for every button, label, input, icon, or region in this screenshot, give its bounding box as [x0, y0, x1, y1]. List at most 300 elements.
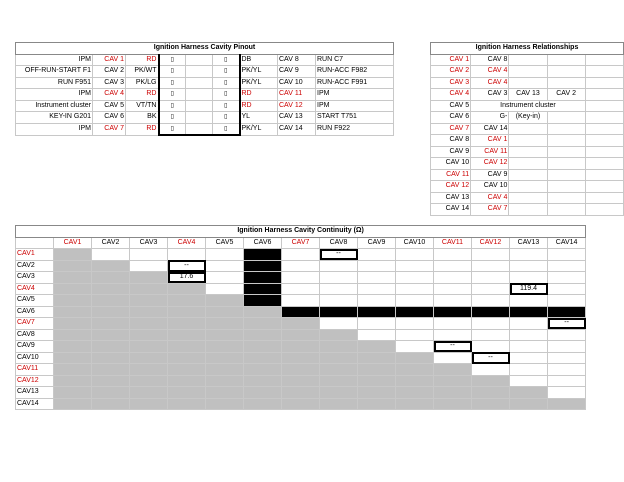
continuity-cell — [168, 329, 206, 341]
continuity-cell — [168, 387, 206, 399]
right-wire-color: PK/YL — [240, 77, 278, 89]
continuity-cell — [130, 352, 168, 364]
continuity-cell — [54, 352, 92, 364]
row-header: CAV1 — [16, 249, 54, 261]
continuity-cell — [244, 329, 282, 341]
right-circuit: RUN-ACC F991 — [316, 77, 394, 89]
relationship-row — [431, 77, 624, 89]
continuity-cell — [472, 387, 510, 399]
continuity-cell — [358, 260, 396, 272]
continuity-cell — [54, 329, 92, 341]
continuity-cell — [168, 364, 206, 376]
continuity-cell — [434, 375, 472, 387]
continuity-cell — [168, 352, 206, 364]
continuity-cell — [282, 249, 320, 261]
continuity-cell — [244, 375, 282, 387]
continuity-cell — [168, 295, 206, 307]
continuity-cell — [510, 295, 548, 307]
relationship-extra — [509, 146, 547, 158]
continuity-cell — [510, 352, 548, 364]
relationships-title: Ignition Harness Relationships — [431, 43, 624, 55]
continuity-cell — [206, 375, 244, 387]
right-cavity: CAV 14 — [278, 123, 316, 135]
left-wire-color: RD — [126, 89, 159, 101]
continuity-value: 119.4 — [510, 283, 548, 295]
continuity-cell — [92, 306, 130, 318]
continuity-cell — [92, 329, 130, 341]
right-cavity: CAV 9 — [278, 66, 316, 78]
continuity-cell — [396, 283, 434, 295]
continuity-cell — [358, 387, 396, 399]
continuity-cell — [434, 260, 472, 272]
continuity-value: -- — [320, 249, 358, 261]
continuity-cell — [548, 352, 586, 364]
continuity-table — [15, 225, 586, 410]
row-header: CAV11 — [16, 364, 54, 376]
pinout-row — [16, 66, 394, 78]
continuity-row — [16, 329, 586, 341]
relationship-extra — [547, 135, 585, 147]
continuity-cell — [548, 341, 586, 353]
continuity-cell — [54, 387, 92, 399]
continuity-cell — [282, 341, 320, 353]
right-circuit: START T751 — [316, 112, 394, 124]
relationship-source: CAV 1 — [431, 54, 471, 66]
relationship-extra: CAV 2 — [547, 89, 585, 101]
column-header: CAV3 — [130, 237, 168, 249]
left-circuit: Instrument cluster — [16, 100, 93, 112]
continuity-cell — [130, 272, 168, 284]
continuity-cell — [130, 283, 168, 295]
relationship-extra — [509, 54, 547, 66]
row-header: CAV12 — [16, 375, 54, 387]
relationship-extra — [547, 112, 585, 124]
connector-pin-left: ▯ — [159, 123, 186, 135]
left-wire-color: RD — [126, 54, 159, 66]
corner-cell — [16, 237, 54, 249]
continuity-cell — [92, 318, 130, 330]
continuity-cell — [282, 352, 320, 364]
continuity-cell — [510, 341, 548, 353]
continuity-cell — [510, 249, 548, 261]
continuity-cell — [510, 364, 548, 376]
relationship-extra — [547, 204, 585, 216]
left-wire-color: BK — [126, 112, 159, 124]
row-header: CAV3 — [16, 272, 54, 284]
continuity-cell — [244, 387, 282, 399]
continuity-cell — [320, 272, 358, 284]
relationship-target: CAV 14 — [471, 123, 509, 135]
relationship-target: CAV 3 — [471, 89, 509, 101]
continuity-cell — [282, 283, 320, 295]
connector-gap — [186, 89, 213, 101]
right-wire-color: RD — [240, 100, 278, 112]
relationship-extra — [547, 192, 585, 204]
continuity-cell — [206, 283, 244, 295]
continuity-cell — [396, 364, 434, 376]
continuity-cell — [282, 318, 320, 330]
relationship-source: CAV 8 — [431, 135, 471, 147]
continuity-cell — [358, 295, 396, 307]
continuity-cell — [472, 249, 510, 261]
relationship-extra — [509, 192, 547, 204]
continuity-cell — [358, 318, 396, 330]
continuity-cell — [548, 364, 586, 376]
row-header: CAV14 — [16, 398, 54, 410]
continuity-cell — [358, 249, 396, 261]
relationship-blank — [585, 112, 623, 124]
column-header: CAV5 — [206, 237, 244, 249]
continuity-cell — [358, 398, 396, 410]
continuity-cell — [168, 341, 206, 353]
connector-gap — [186, 54, 213, 66]
left-circuit: IPM — [16, 54, 93, 66]
continuity-cell — [92, 341, 130, 353]
relationship-extra — [547, 123, 585, 135]
continuity-cell — [244, 364, 282, 376]
right-wire-color: DB — [240, 54, 278, 66]
continuity-cell — [358, 352, 396, 364]
continuity-cell — [130, 387, 168, 399]
continuity-cell — [130, 306, 168, 318]
relationship-source: CAV 11 — [431, 169, 471, 181]
continuity-cell — [244, 341, 282, 353]
right-wire-color: RD — [240, 89, 278, 101]
relationship-source: CAV 2 — [431, 66, 471, 78]
continuity-cell — [282, 329, 320, 341]
continuity-cell — [92, 398, 130, 410]
continuity-row — [16, 364, 586, 376]
connector-pin-left: ▯ — [159, 54, 186, 66]
relationship-blank — [585, 135, 623, 147]
right-cavity: CAV 11 — [278, 89, 316, 101]
connector-pin-left: ▯ — [159, 112, 186, 124]
continuity-cell — [320, 341, 358, 353]
continuity-cell — [282, 306, 320, 318]
continuity-cell — [358, 283, 396, 295]
continuity-cell — [548, 283, 586, 295]
left-circuit: IPM — [16, 89, 93, 101]
left-circuit: RUN F951 — [16, 77, 93, 89]
continuity-row — [16, 398, 586, 410]
continuity-cell — [510, 375, 548, 387]
continuity-cell — [548, 260, 586, 272]
continuity-cell — [54, 375, 92, 387]
right-cavity: CAV 13 — [278, 112, 316, 124]
column-header: CAV7 — [282, 237, 320, 249]
continuity-cell — [320, 352, 358, 364]
continuity-cell — [92, 260, 130, 272]
left-cavity: CAV 2 — [93, 66, 126, 78]
continuity-cell — [168, 375, 206, 387]
relationship-blank — [585, 158, 623, 170]
continuity-cell — [206, 341, 244, 353]
connector-pin-right: ▯ — [213, 100, 240, 112]
continuity-cell — [434, 387, 472, 399]
relationship-blank — [585, 77, 623, 89]
continuity-cell — [548, 387, 586, 399]
relationship-extra — [547, 146, 585, 158]
continuity-cell — [168, 283, 206, 295]
continuity-value: -- — [434, 341, 472, 353]
continuity-cell — [320, 318, 358, 330]
relationship-source: CAV 13 — [431, 192, 471, 204]
continuity-cell — [206, 260, 244, 272]
relationship-target: CAV 4 — [471, 66, 509, 78]
connector-gap — [186, 66, 213, 78]
continuity-cell — [472, 364, 510, 376]
right-circuit: RUN F922 — [316, 123, 394, 135]
continuity-cell — [54, 364, 92, 376]
continuity-cell — [472, 341, 510, 353]
continuity-cell — [54, 398, 92, 410]
continuity-cell — [54, 283, 92, 295]
pinout-row — [16, 77, 394, 89]
relationship-extra — [547, 158, 585, 170]
relationship-row — [431, 192, 624, 204]
continuity-cell — [130, 398, 168, 410]
continuity-cell — [434, 283, 472, 295]
column-header: CAV14 — [548, 237, 586, 249]
continuity-cell — [472, 260, 510, 272]
left-wire-color: PK/WT — [126, 66, 159, 78]
continuity-row — [16, 295, 586, 307]
relationship-row — [431, 169, 624, 181]
continuity-cell — [396, 329, 434, 341]
row-header: CAV9 — [16, 341, 54, 353]
continuity-cell — [92, 249, 130, 261]
continuity-cell — [358, 375, 396, 387]
continuity-cell — [282, 398, 320, 410]
continuity-value: -- — [472, 352, 510, 364]
continuity-cell — [206, 398, 244, 410]
continuity-cell — [472, 398, 510, 410]
relationship-extra — [509, 204, 547, 216]
continuity-cell — [510, 272, 548, 284]
relationship-row — [431, 54, 624, 66]
column-header: CAV2 — [92, 237, 130, 249]
continuity-cell — [548, 306, 586, 318]
continuity-cell — [206, 352, 244, 364]
pinout-row — [16, 54, 394, 66]
continuity-cell — [548, 329, 586, 341]
continuity-cell — [206, 364, 244, 376]
relationship-extra — [547, 66, 585, 78]
continuity-cell — [130, 364, 168, 376]
relationship-target: CAV 8 — [471, 54, 509, 66]
relationship-target: CAV 12 — [471, 158, 509, 170]
continuity-cell — [92, 375, 130, 387]
continuity-cell — [54, 295, 92, 307]
relationship-extra — [547, 169, 585, 181]
right-cavity: CAV 8 — [278, 54, 316, 66]
continuity-cell — [130, 341, 168, 353]
continuity-cell — [472, 375, 510, 387]
column-header: CAV1 — [54, 237, 92, 249]
left-cavity: CAV 7 — [93, 123, 126, 135]
continuity-cell — [396, 306, 434, 318]
continuity-cell — [92, 295, 130, 307]
connector-pin-right: ▯ — [213, 112, 240, 124]
continuity-cell — [358, 306, 396, 318]
relationship-row — [431, 158, 624, 170]
relationship-blank — [585, 146, 623, 158]
continuity-cell — [320, 398, 358, 410]
continuity-cell — [282, 272, 320, 284]
left-cavity: CAV 3 — [93, 77, 126, 89]
relationship-blank — [585, 181, 623, 193]
continuity-cell — [244, 352, 282, 364]
continuity-cell — [320, 295, 358, 307]
continuity-cell — [548, 249, 586, 261]
relationship-row — [431, 146, 624, 158]
connector-pin-left: ▯ — [159, 89, 186, 101]
continuity-cell — [244, 318, 282, 330]
relationship-row — [431, 204, 624, 216]
right-circuit: RUN-ACC F982 — [316, 66, 394, 78]
continuity-cell — [282, 260, 320, 272]
continuity-cell — [320, 387, 358, 399]
continuity-cell — [548, 272, 586, 284]
continuity-cell — [434, 272, 472, 284]
continuity-cell — [396, 341, 434, 353]
continuity-row — [16, 272, 586, 284]
connector-gap — [186, 112, 213, 124]
continuity-cell — [244, 260, 282, 272]
continuity-cell — [130, 329, 168, 341]
pinout-row — [16, 100, 394, 112]
right-wire-color: YL — [240, 112, 278, 124]
continuity-cell — [396, 295, 434, 307]
continuity-cell — [168, 398, 206, 410]
relationship-source: CAV 5 — [431, 100, 471, 112]
right-cavity: CAV 12 — [278, 100, 316, 112]
relationship-blank — [585, 54, 623, 66]
continuity-cell — [548, 398, 586, 410]
relationship-target: CAV 9 — [471, 169, 509, 181]
right-wire-color: PK/YL — [240, 66, 278, 78]
continuity-cell — [396, 387, 434, 399]
column-header: CAV6 — [244, 237, 282, 249]
continuity-cell — [92, 283, 130, 295]
continuity-cell — [548, 295, 586, 307]
connector-pin-right: ▯ — [213, 123, 240, 135]
column-header: CAV8 — [320, 237, 358, 249]
relationship-row — [431, 123, 624, 135]
connector-pin-right: ▯ — [213, 89, 240, 101]
connector-gap — [186, 123, 213, 135]
continuity-cell — [54, 341, 92, 353]
relationship-extra — [509, 66, 547, 78]
column-header: CAV10 — [396, 237, 434, 249]
relationship-target: Instrument cluster — [471, 100, 586, 112]
row-header: CAV6 — [16, 306, 54, 318]
connector-gap — [186, 100, 213, 112]
continuity-cell — [358, 272, 396, 284]
continuity-row — [16, 318, 586, 330]
relationship-blank — [585, 123, 623, 135]
continuity-cell — [434, 329, 472, 341]
right-wire-color: PK/YL — [240, 123, 278, 135]
relationship-target: CAV 11 — [471, 146, 509, 158]
column-header: CAV13 — [510, 237, 548, 249]
connector-pin-right: ▯ — [213, 77, 240, 89]
continuity-cell — [130, 249, 168, 261]
continuity-cell — [472, 283, 510, 295]
relationship-blank — [585, 89, 623, 101]
continuity-cell — [282, 375, 320, 387]
relationships-table — [430, 42, 624, 216]
continuity-cell — [54, 318, 92, 330]
left-cavity: CAV 5 — [93, 100, 126, 112]
relationship-source: CAV 14 — [431, 204, 471, 216]
continuity-cell — [130, 295, 168, 307]
relationship-row — [431, 66, 624, 78]
continuity-row — [16, 352, 586, 364]
cavity-pinout-table — [15, 42, 394, 136]
relationship-extra — [547, 54, 585, 66]
continuity-cell — [472, 329, 510, 341]
relationship-row — [431, 181, 624, 193]
continuity-cell — [244, 398, 282, 410]
right-circuit: IPM — [316, 89, 394, 101]
continuity-cell — [434, 318, 472, 330]
row-header: CAV5 — [16, 295, 54, 307]
connector-pin-left: ▯ — [159, 66, 186, 78]
continuity-cell — [320, 329, 358, 341]
relationship-target: CAV 4 — [471, 192, 509, 204]
continuity-cell — [396, 249, 434, 261]
continuity-title: Ignition Harness Cavity Continuity (Ω) — [16, 226, 586, 238]
continuity-cell — [54, 260, 92, 272]
relationship-extra — [547, 181, 585, 193]
continuity-cell — [282, 364, 320, 376]
continuity-cell — [244, 295, 282, 307]
relationship-blank — [585, 204, 623, 216]
left-cavity: CAV 4 — [93, 89, 126, 101]
continuity-cell — [282, 295, 320, 307]
relationship-source: CAV 10 — [431, 158, 471, 170]
right-cavity: CAV 10 — [278, 77, 316, 89]
continuity-cell — [54, 306, 92, 318]
relationship-blank — [585, 66, 623, 78]
continuity-cell — [434, 249, 472, 261]
relationship-extra — [509, 123, 547, 135]
continuity-row — [16, 249, 586, 261]
relationship-source: CAV 4 — [431, 89, 471, 101]
relationship-source: CAV 9 — [431, 146, 471, 158]
continuity-row — [16, 283, 586, 295]
continuity-value: -- — [168, 260, 206, 272]
relationship-target: CAV 4 — [471, 77, 509, 89]
continuity-cell — [92, 272, 130, 284]
continuity-row — [16, 387, 586, 399]
continuity-cell — [320, 364, 358, 376]
continuity-cell — [244, 249, 282, 261]
left-wire-color: VT/TN — [126, 100, 159, 112]
continuity-cell — [320, 306, 358, 318]
continuity-cell — [434, 398, 472, 410]
relationship-target: CAV 10 — [471, 181, 509, 193]
left-circuit: OFF-RUN-START F1 — [16, 66, 93, 78]
continuity-cell — [206, 295, 244, 307]
continuity-cell — [92, 364, 130, 376]
relationship-source: CAV 3 — [431, 77, 471, 89]
continuity-cell — [130, 318, 168, 330]
continuity-cell — [358, 329, 396, 341]
continuity-row — [16, 341, 586, 353]
continuity-cell — [244, 272, 282, 284]
